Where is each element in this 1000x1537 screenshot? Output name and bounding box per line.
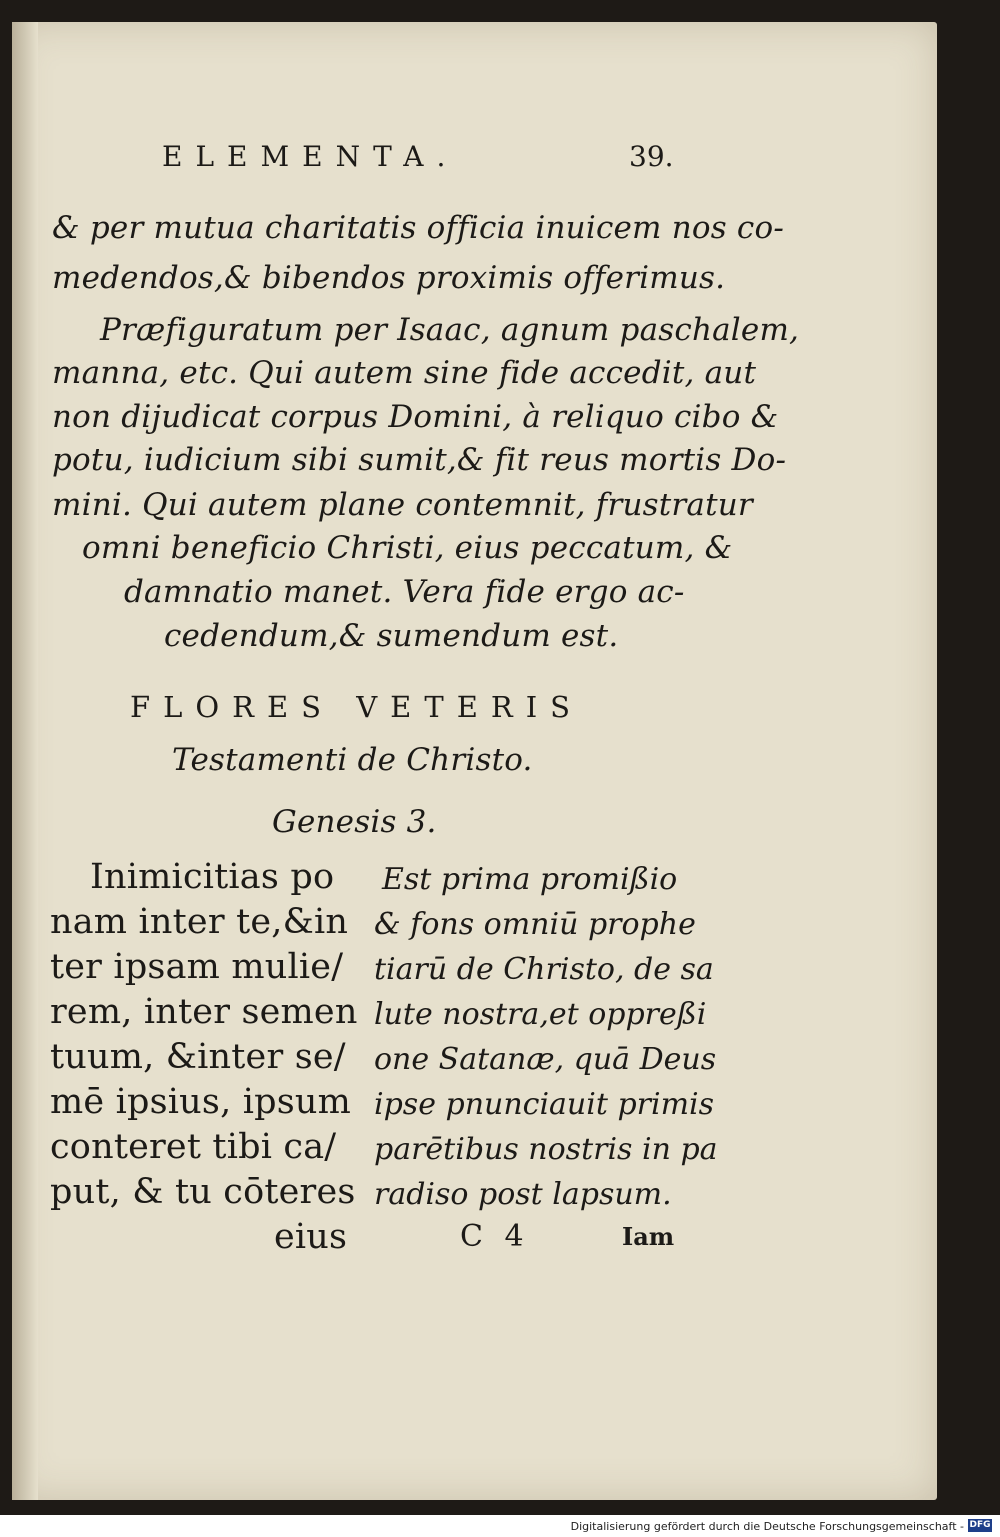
text-line-4: manna, etc. Qui autem sine fide accedit, aut <box>52 355 757 391</box>
book-page <box>12 22 937 1500</box>
text-line-3: Præfiguratum per Isaac, agnum paschalem, <box>100 312 800 348</box>
text-line-2: medendos,& bibendos proximis offerimus. <box>52 260 726 296</box>
text-line-7: mini. Qui autem plane contemnit, frustratur <box>52 487 753 523</box>
text-line-1: & per mutua charitatis officia inuicem nos co- <box>52 210 784 246</box>
dfg-logo: DFG <box>969 1520 991 1530</box>
running-title: ELEMENTA. <box>162 140 459 173</box>
right-column-line: tiarū de Christo, de sa <box>374 952 714 987</box>
left-column-line: put, & tu cōteres <box>50 1172 356 1212</box>
catchword: Iam <box>622 1222 675 1251</box>
text-line-10: cedendum,& sumendum est. <box>164 618 619 654</box>
digitization-footer <box>0 1515 1000 1537</box>
folio-number: 39. <box>629 140 674 173</box>
right-column-line: & fons omniū prophe <box>374 907 696 942</box>
left-column-line: nam inter te,&in <box>50 902 349 942</box>
signature-mark: C 4 <box>460 1219 530 1254</box>
funding-credit: Digitalisierung gefördert durch die Deutsche Forschungsgemeinschaft - <box>570 1520 964 1533</box>
text-line-5: non dijudicat corpus Domini, à reliquo cibo & <box>52 399 779 435</box>
text-line-9: damnatio manet. Vera fide ergo ac- <box>124 574 685 610</box>
text-line-6: potu, iudicium sibi sumit,& fit reus mortis Do- <box>52 442 787 478</box>
left-column-line: mē ipsius, ipsum <box>50 1082 352 1122</box>
scripture-reference: Genesis 3. <box>272 804 437 840</box>
section-subtitle: Testamenti de Christo. <box>172 742 533 778</box>
right-column-line: ipse pnunciauit primis <box>374 1087 715 1122</box>
right-column-line: one Satanæ, quā Deus <box>374 1042 717 1077</box>
left-column-line: Inimicitias po <box>90 857 335 897</box>
section-title: FLORES VETERIS <box>130 690 584 724</box>
text-line-8: omni beneficio Christi, eius peccatum, & <box>82 530 733 566</box>
left-column-line: conteret tibi ca/ <box>50 1127 337 1167</box>
right-column-line: Est prima promißio <box>382 862 678 897</box>
catchword-left-column: eius <box>274 1217 348 1257</box>
left-column-line: rem, inter semen <box>50 992 358 1032</box>
left-column-line: ter ipsam mulie/ <box>50 947 344 987</box>
page-gutter <box>12 22 38 1500</box>
right-column-line: lute nostra,et oppreßi <box>374 997 707 1032</box>
left-column-line: tuum, &inter se/ <box>50 1037 346 1077</box>
right-column-line: parētibus nostris in pa <box>374 1132 718 1167</box>
right-column-line: radiso post lapsum. <box>374 1177 672 1212</box>
